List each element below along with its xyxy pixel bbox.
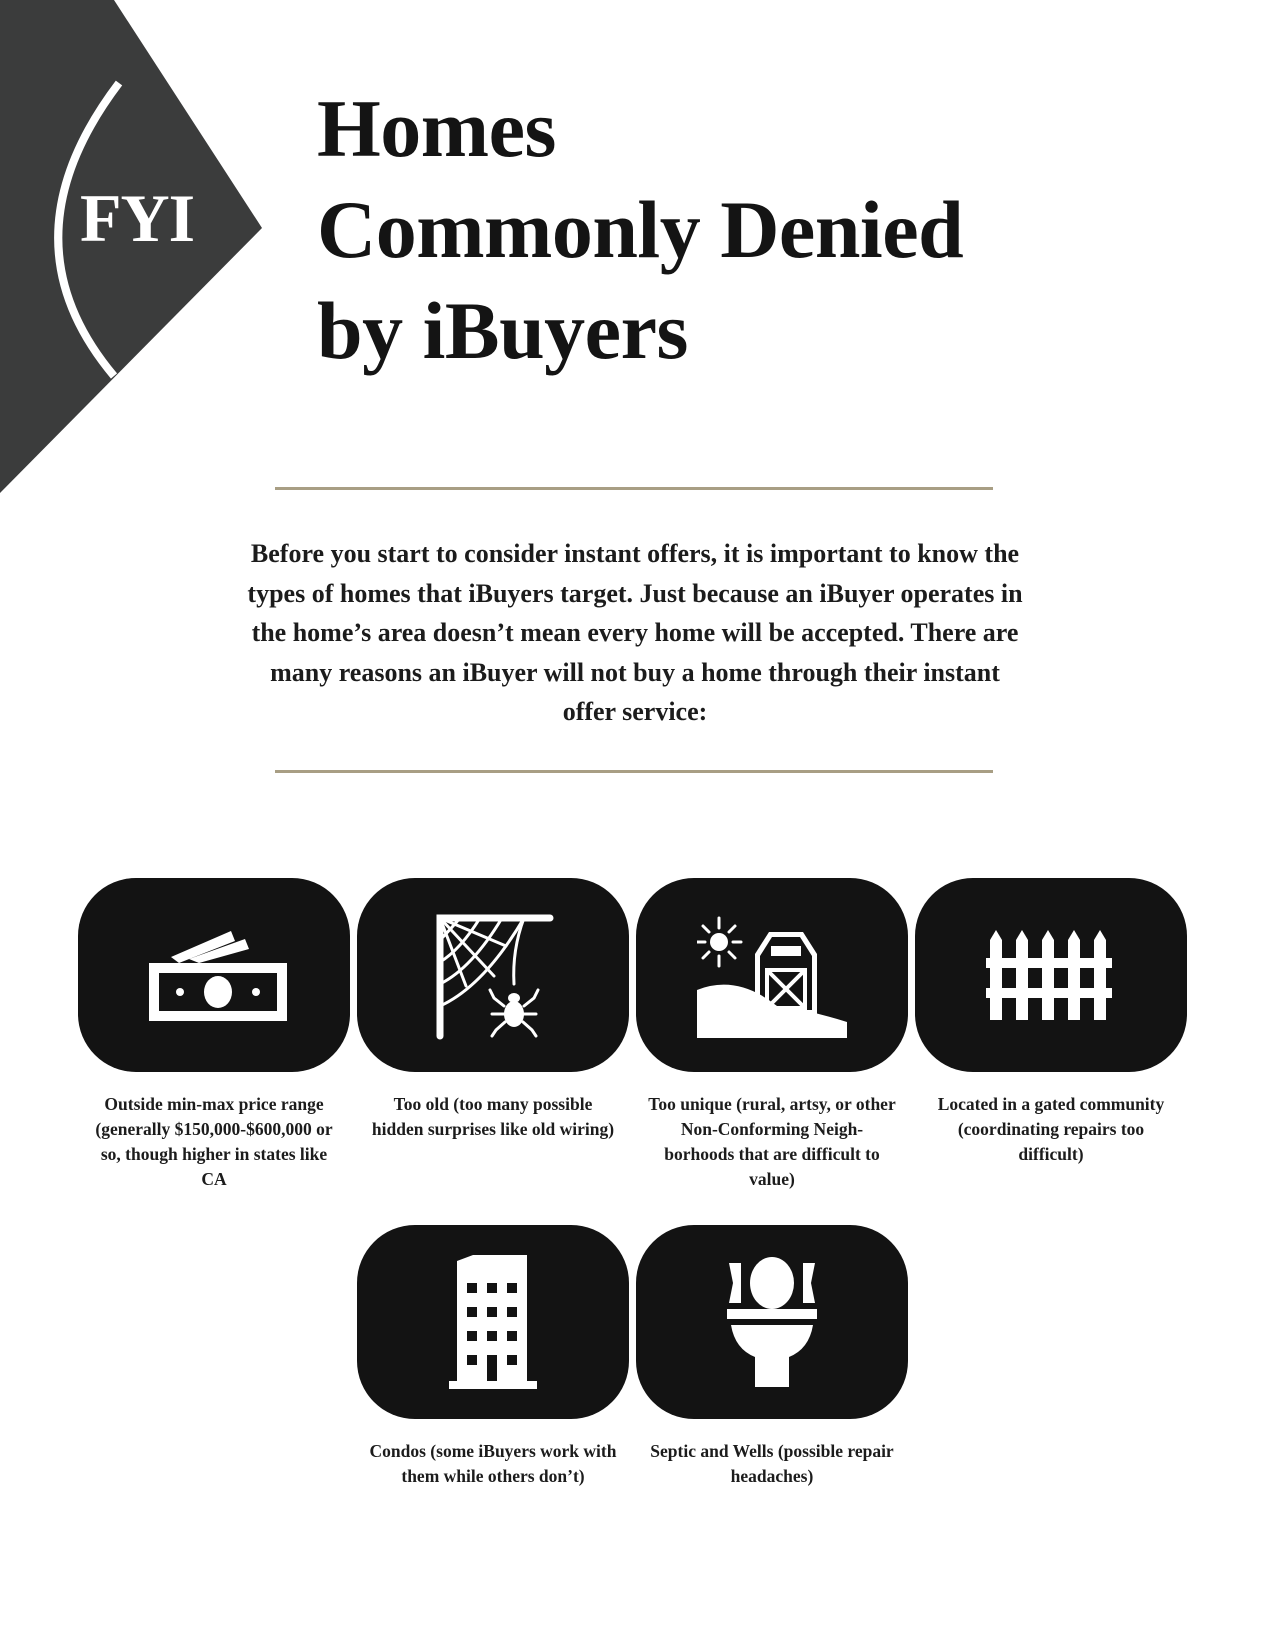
toilet-icon bbox=[727, 1257, 817, 1387]
title-line: by iBuyers bbox=[317, 285, 688, 376]
icon-tile bbox=[915, 878, 1187, 1072]
item-caption: Too old (too many possible hidden surprises like old wiring) bbox=[371, 1094, 615, 1139]
item-too-unique bbox=[636, 878, 908, 1192]
money-icon bbox=[139, 915, 289, 1035]
item-septic-wells bbox=[636, 1225, 908, 1489]
item-caption: Located in a gated community (coordinating repairs too difficult) bbox=[937, 1094, 1165, 1164]
item-caption: Condos (some iBuyers work with them while others don’t) bbox=[369, 1441, 617, 1486]
divider-bottom bbox=[275, 770, 993, 773]
barn-icon bbox=[697, 910, 847, 1040]
title-line: Homes bbox=[317, 83, 556, 174]
page-title bbox=[317, 78, 963, 381]
intro-paragraph: Before you start to consider instant offers, it is important to know the types of homes that iBuyers target. Just because an iBuyer operates in the home’s area doesn’t mean every home will be accepted. There are many reasons an iBuyer will not buy a home through their instant offer service: bbox=[247, 539, 1023, 726]
fyi-badge-label: FYI bbox=[80, 180, 195, 256]
icon-tile bbox=[636, 1225, 908, 1419]
item-caption: Too unique (rural, artsy, or other Non-Conforming Neigh-borhoods that are difficult to value) bbox=[648, 1094, 896, 1189]
icon-tile bbox=[357, 878, 629, 1072]
item-price-range bbox=[78, 878, 350, 1192]
divider-top bbox=[275, 487, 993, 490]
building-icon bbox=[443, 1255, 543, 1389]
item-gated-community bbox=[915, 878, 1187, 1167]
fence-icon bbox=[986, 930, 1116, 1020]
item-caption: Septic and Wells (possible repair headaches) bbox=[650, 1441, 894, 1486]
item-caption: Outside min-max price range (generally $150,000-$600,000 or so, though higher in states like CA bbox=[95, 1094, 333, 1189]
item-condos bbox=[357, 1225, 629, 1489]
item-too-old bbox=[357, 878, 629, 1142]
icon-tile bbox=[636, 878, 908, 1072]
spider-web-icon bbox=[428, 910, 558, 1040]
title-line: Commonly Denied bbox=[317, 184, 964, 275]
icon-tile bbox=[357, 1225, 629, 1419]
icon-tile bbox=[78, 878, 350, 1072]
